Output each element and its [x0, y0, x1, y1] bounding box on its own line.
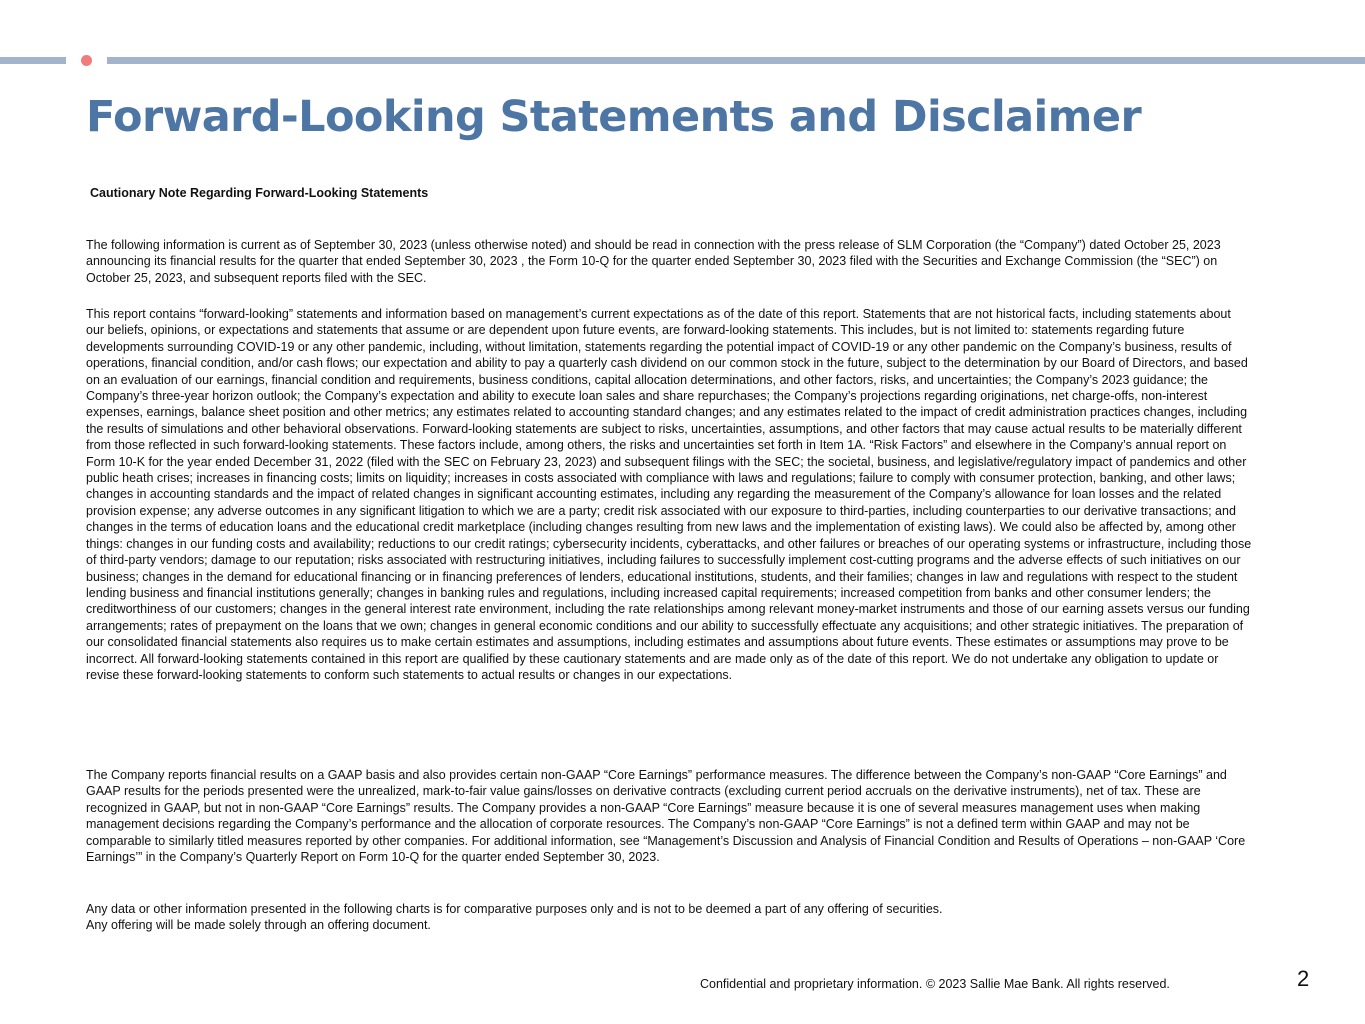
confidentiality-footer: Confidential and proprietary information. © 2023 Sallie Mae Bank. All rights reserved.	[700, 977, 1170, 991]
paragraph-core-earnings: The Company reports financial results on a GAAP basis and also provides certain non-GAAP “Core Earnings” performance measures. The difference between the Company’s non-GAAP “Core Earnings” and GAAP results for the periods presented were the unrealized, mark-to-fair value gains/losses on derivative contracts (excluding current period accruals on the derivative instruments), net of tax. These are recognized in GAAP, but not in non-GAAP “Core Earnings” results. The Company provides a non-GAAP “Core Earnings” measure because it is one of several measures management uses when making management decisions regarding the Company’s performance and the allocation of corporate resources. The Company’s non-GAAP “Core Earnings” is not a defined term within GAAP and may not be comparable to similarly titled measures reported by other companies. For additional information, see “Management’s Discussion and Analysis of Financial Condition and Results of Operations – non-GAAP ‘Core Earnings’” in the Company’s Quarterly Report on Form 10-Q for the quarter ended September 30, 2023.	[86, 768, 1246, 865]
offering-disclaimer	[86, 901, 1252, 934]
offering-disclaimer-line-2: Any offering will be made solely through an offering document.	[86, 918, 431, 933]
header-accent-bar-right	[107, 57, 1365, 64]
page-title: Forward-Looking Statements and Disclaimer	[86, 92, 1142, 142]
paragraph-current-information: The following information is current as of September 30, 2023 (unless otherwise noted) and should be read in connection with the press release of SLM Corporation (the “Company”) dated October 25, 2023 announcing its financial results for the quarter that ended September 30, 2023 , the Form 10-Q for the quarter ended September 30, 2023 filed with the Securities and Exchange Commission (the “SEC”) on October 25, 2023, and subsequent reports filed with the SEC.	[86, 238, 1221, 285]
header-accent-dot	[81, 55, 92, 66]
offering-disclaimer-line-1: Any data or other information presented in the following charts is for comparative purposes only and is not to be deemed a part of any offering of securities.	[86, 902, 943, 916]
page-number: 2	[1297, 966, 1310, 991]
header-accent-bar-left	[0, 57, 66, 64]
section-subheading: Cautionary Note Regarding Forward-Looking Statements	[90, 186, 429, 200]
paragraph-forward-looking: This report contains “forward-looking” statements and information based on management’s current expectations as of the date of this report. Statements that are not historical facts, including statements about our beliefs, opinions, or expectations and statements that assume or are dependent upon future events, are forward-looking statements. This includes, but is not limited to: statements regarding future developments surrounding COVID-19 or any other pandemic, including, without limitation, statements regarding the potential impact of COVID-19 or any other pandemic on the Company’s business, results of operations, financial condition, and/or cash flows; our expectation and ability to pay a quarterly cash dividend on our common stock in the future, subject to the determination by our Board of Directors, and based on an evaluation of our earnings, financial condition and requirements, business conditions, capital allocation determinations, and other factors, risks, and uncertainties; the Company’s 2023 guidance; the Company’s three-year horizon outlook; the Company’s expectation and ability to execute loan sales and share repurchases; the Company’s projections regarding originations, net charge-offs, non-interest expenses, earnings, balance sheet position and other metrics; any estimates related to accounting standard changes; and any estimates related to the impact of credit administration practices changes, including the results of simulations and other behavioral observations. Forward-looking statements are subject to risks, uncertainties, assumptions, and other factors that may cause actual results to be materially different from those reflected in such forward-looking statements. These factors include, among others, the risks and uncertainties set forth in Item 1A. “Risk Factors” and elsewhere in the Company’s annual report on Form 10-K for the year ended December 31, 2022 (filed with the SEC on February 23, 2023) and subsequent filings with the SEC; the societal, business, and legislative/regulatory impact of pandemics and other public heath crises; increases in financing costs; limits on liquidity; increases in costs associated with compliance with laws and regulations; failure to comply with consumer protection, banking, and other laws; changes in accounting standards and the impact of related changes in significant accounting estimates, including any regarding the measurement of the Company’s allowance for loan losses and the related provision expense; any adverse outcomes in any significant litigation to which we are a party; credit risk associated with our exposure to third-parties, including counterparties to our derivative transactions; and changes in the terms of education loans and the educational credit marketplace (including changes resulting from new laws and the implementation of existing laws). We could also be affected by, among other things: changes in our funding costs and availability; reductions to our credit ratings; cybersecurity incidents, cyberattacks, and other failures or breaches of our operating systems or infrastructure, including those of third-party vendors; damage to our reputation; risks associated with restructuring initiatives, including failures to successfully implement cost-cutting programs and the adverse effects of such initiatives on our business; changes in the demand for educational financing or in financing preferences of lenders, educational institutions, students, and their families; changes in law and regulations with respect to the student lending business and financial institutions generally; changes in banking rules and regulations, including increased capital requirements; increased competition from banks and other consumer lenders; the creditworthiness of our customers; changes in the general interest rate environment, including the rate relationships among relevant money-market instruments and those of our earning assets versus our funding arrangements; rates of prepayment on the loans that we own; changes in general economic conditions and our ability to successfully effectuate any acquisitions; and other strategic initiatives. The preparation of our consolidated financial statements also requires us to make certain estimates and assumptions, including estimates and assumptions about future events. These estimates or assumptions may prove to be incorrect. All forward-looking statements contained in this report are qualified by these cautionary statements and are made only as of the date of this report. We do not undertake any obligation to update or revise these forward-looking statements to conform such statements to actual results or changes in our expectations.	[86, 307, 1252, 682]
